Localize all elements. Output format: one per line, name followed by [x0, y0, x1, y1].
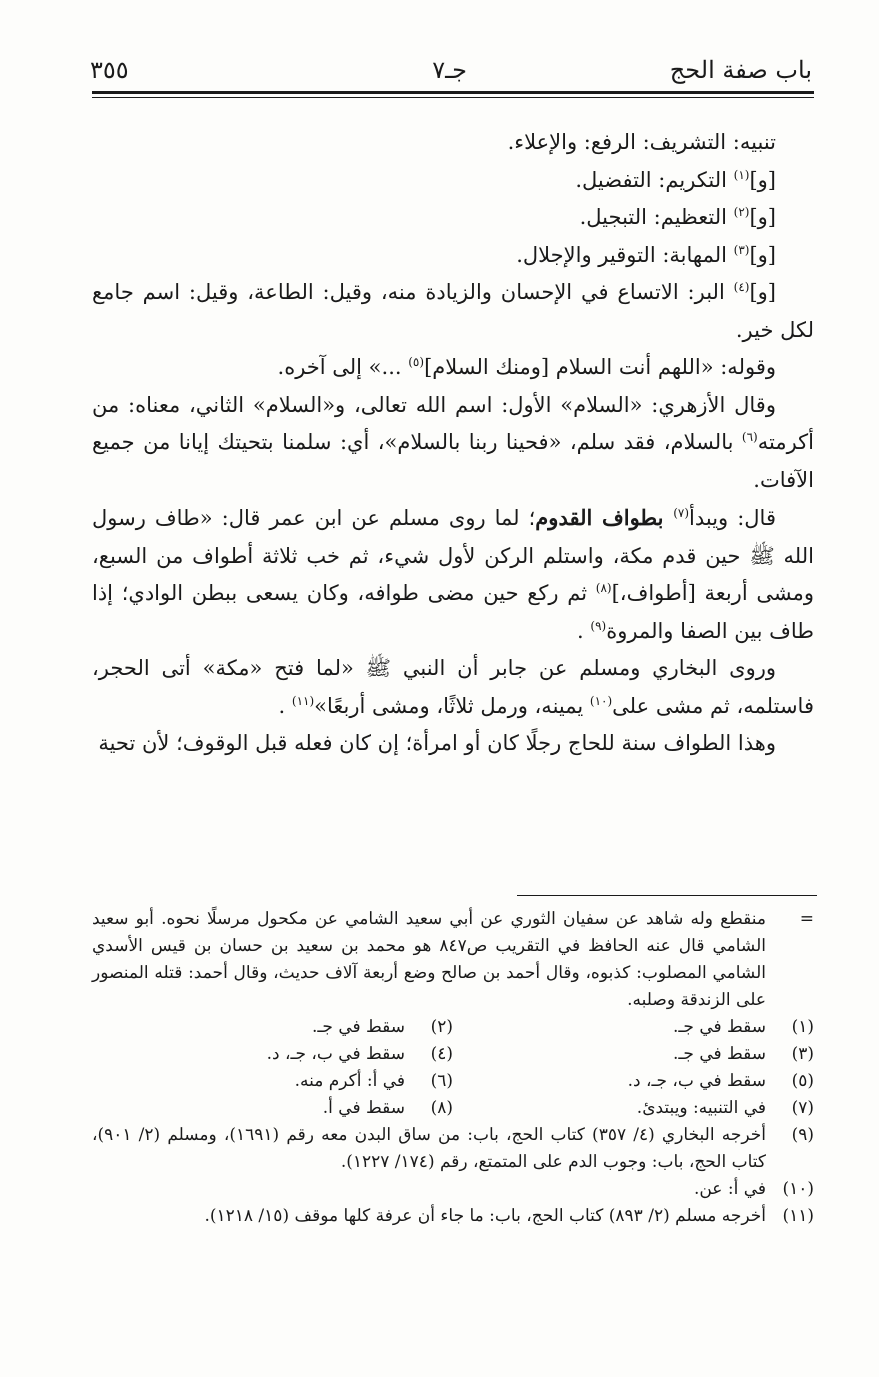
footnote-item	[453, 1014, 814, 1041]
paragraph-10: وهذا الطواف سنة للحاج رجلًا كان أو امرأة؛ إن كان فعله قبل الوقوف؛ لأن تحية	[98, 731, 776, 755]
chapter-title: باب صفة الحج	[669, 56, 812, 84]
footnote-ref: (٢)	[733, 205, 750, 219]
footnote-number: (٩)	[791, 1125, 814, 1145]
footnote-ref: (٣)	[733, 242, 750, 257]
footnote-text: أخرجه البخاري (٤/ ٣٥٧) كتاب الحج، باب: من ساق البدن معه رقم (١٦٩١)، ومسلم (٢/ ٩٠١)، كتاب الحج، باب: وجوب الدم على المتمتع، رقم (١٧٤/ ١٢٢٧).	[92, 1125, 766, 1172]
footnote-ref: (٦)	[741, 430, 758, 444]
footnote-ref: (٨)	[595, 581, 612, 595]
footnote-item	[92, 1176, 814, 1203]
footnote-text: سقط في ب، جـ، د.	[266, 1044, 405, 1064]
footnote-text: في التنبيه: ويبتدئ.	[636, 1098, 766, 1118]
footnote-number: (٨)	[430, 1098, 453, 1118]
paragraph-1: تنبيه: التشريف: الرفع: والإعلاء.	[507, 130, 776, 154]
page-number: ٣٥٥	[90, 56, 129, 84]
footnote-item	[92, 1122, 814, 1176]
footnote-item	[453, 1041, 814, 1068]
footnote-ref: (٩)	[590, 618, 607, 633]
footnote-number: (١)	[791, 1017, 814, 1037]
continuation-text: منقطع وله شاهد عن سفيان الثوري عن أبي سعيد الشامي عن مكحول مرسلًا نحوه. أبو سعيد الشامي قال عنه الحافظ في التقريب ص٨٤٧ هو محمد بن سعيد بن حسان بن قيس الأسدي الشامي المصلوب: كذبوه، وقال أحمد بن صالح وضع أربعة آلاف حديث، وقال أحمد: قتله المنصور على الزندقة وصلبه.	[92, 909, 766, 1010]
paragraph-2: [و]$^{(١)}$ التكريم: التفضيل.	[575, 167, 776, 192]
footnote-text: أخرجه مسلم (٢/ ٨٩٣) كتاب الحج، باب: ما جاء أن عرفة كلها موقف (١٥/ ١٢١٨).	[204, 1206, 766, 1226]
header-rule-thin	[92, 97, 814, 98]
running-header	[90, 52, 812, 92]
paragraph-4: [و]$^{(٣)}$ المهابة: التوقير والإجلال.	[516, 242, 776, 267]
footnote-text: سقط في جـ.	[312, 1017, 405, 1037]
footnote-text: في أ: أكرم منه.	[294, 1071, 405, 1091]
footnote-ref: (٤)	[733, 280, 750, 294]
footnote-number: (٣)	[791, 1044, 814, 1064]
footnote-text: سقط في جـ.	[673, 1017, 766, 1037]
footnote-item	[92, 1095, 453, 1122]
footnote-number: (١١)	[782, 1206, 814, 1226]
footnote-item	[92, 1014, 453, 1041]
footnote-text: في أ: عن.	[693, 1179, 766, 1199]
main-text	[92, 124, 814, 763]
footnote-item	[92, 1203, 814, 1230]
footnotes	[92, 906, 814, 1230]
footnote-ref: (١٠)	[589, 693, 613, 708]
footnote-ref: (٧)	[673, 506, 690, 520]
paragraph-9: وروى البخاري ومسلم عن جابر أن النبي ﷺ «لما فتح «مكة» أتى الحجر، فاستلمه، ثم مشى على$^{(١٠)}$ يمينه، ورمل ثلاثًا، ومشى أربعًا»$^{(١١)}$ .	[92, 656, 814, 718]
paragraph-8: قال: ويبدأ$^{(٧)}$ بطواف القدوم؛ لما روى مسلم عن ابن عمر قال: «طاف رسول الله ﷺ حين قدم مكة، واستلم الركن لأول شيء، ثم خب ثلاثة أطواف من السبع، ومشى أربعة [أطواف،]$^{(٨)}$ ثم ركع حين مضى طوافه، وكان يسعى ببطن الوادي؛ إذا طاف بين الصفا والمروة$^{(٩)}$ .	[92, 505, 814, 643]
footnote-ref: (١)	[733, 167, 750, 182]
footnote-item	[92, 1041, 453, 1068]
footnote-number: (٤)	[430, 1044, 453, 1064]
footnote-number: (١٠)	[782, 1179, 814, 1199]
footnote-text: سقط في جـ.	[673, 1044, 766, 1064]
footnote-ref: (١١)	[291, 693, 315, 708]
footnote-number: (٥)	[791, 1071, 814, 1091]
footnote-continuation	[92, 906, 814, 1014]
volume-number: جـ٧	[432, 56, 467, 84]
paragraph-3: [و]$^{(٢)}$ التعظيم: التبجيل.	[579, 205, 776, 229]
footnote-ref: (٥)	[408, 355, 425, 369]
footnote-item	[453, 1068, 814, 1095]
footnote-separator	[517, 895, 817, 896]
footnote-text: سقط في ب، جـ، د.	[627, 1071, 766, 1091]
footnote-number: (٢)	[430, 1017, 453, 1037]
paragraph-5: [و]$^{(٤)}$ البر: الاتساع في الإحسان والزيادة منه، وقيل: الطاعة، وقيل: اسم جامع لكل خير.	[92, 280, 814, 342]
header-rule-thick	[92, 91, 814, 94]
bold-term: بطواف القدوم	[535, 505, 674, 530]
paragraph-7: وقال الأزهري: «السلام» الأول: اسم الله تعالى، و«السلام» الثاني، معناه: من أكرمته$^{(٦)}$ بالسلام، فقد سلم، «فحينا ربنا بالسلام»، أي: سلمنا بتحيتك إيانا من جميع الآفات.	[92, 392, 814, 492]
paragraph-6: وقوله: «اللهم أنت السلام [ومنك السلام]$^{(٥)}$ ...» إلى آخره.	[277, 355, 776, 379]
footnote-item	[92, 1068, 453, 1095]
footnote-item	[453, 1095, 814, 1122]
footnote-grid	[92, 1014, 814, 1122]
continuation-marker: =	[799, 909, 814, 929]
footnote-number: (٦)	[430, 1071, 453, 1091]
footnote-text: سقط في أ.	[322, 1098, 405, 1118]
footnote-number: (٧)	[791, 1098, 814, 1118]
